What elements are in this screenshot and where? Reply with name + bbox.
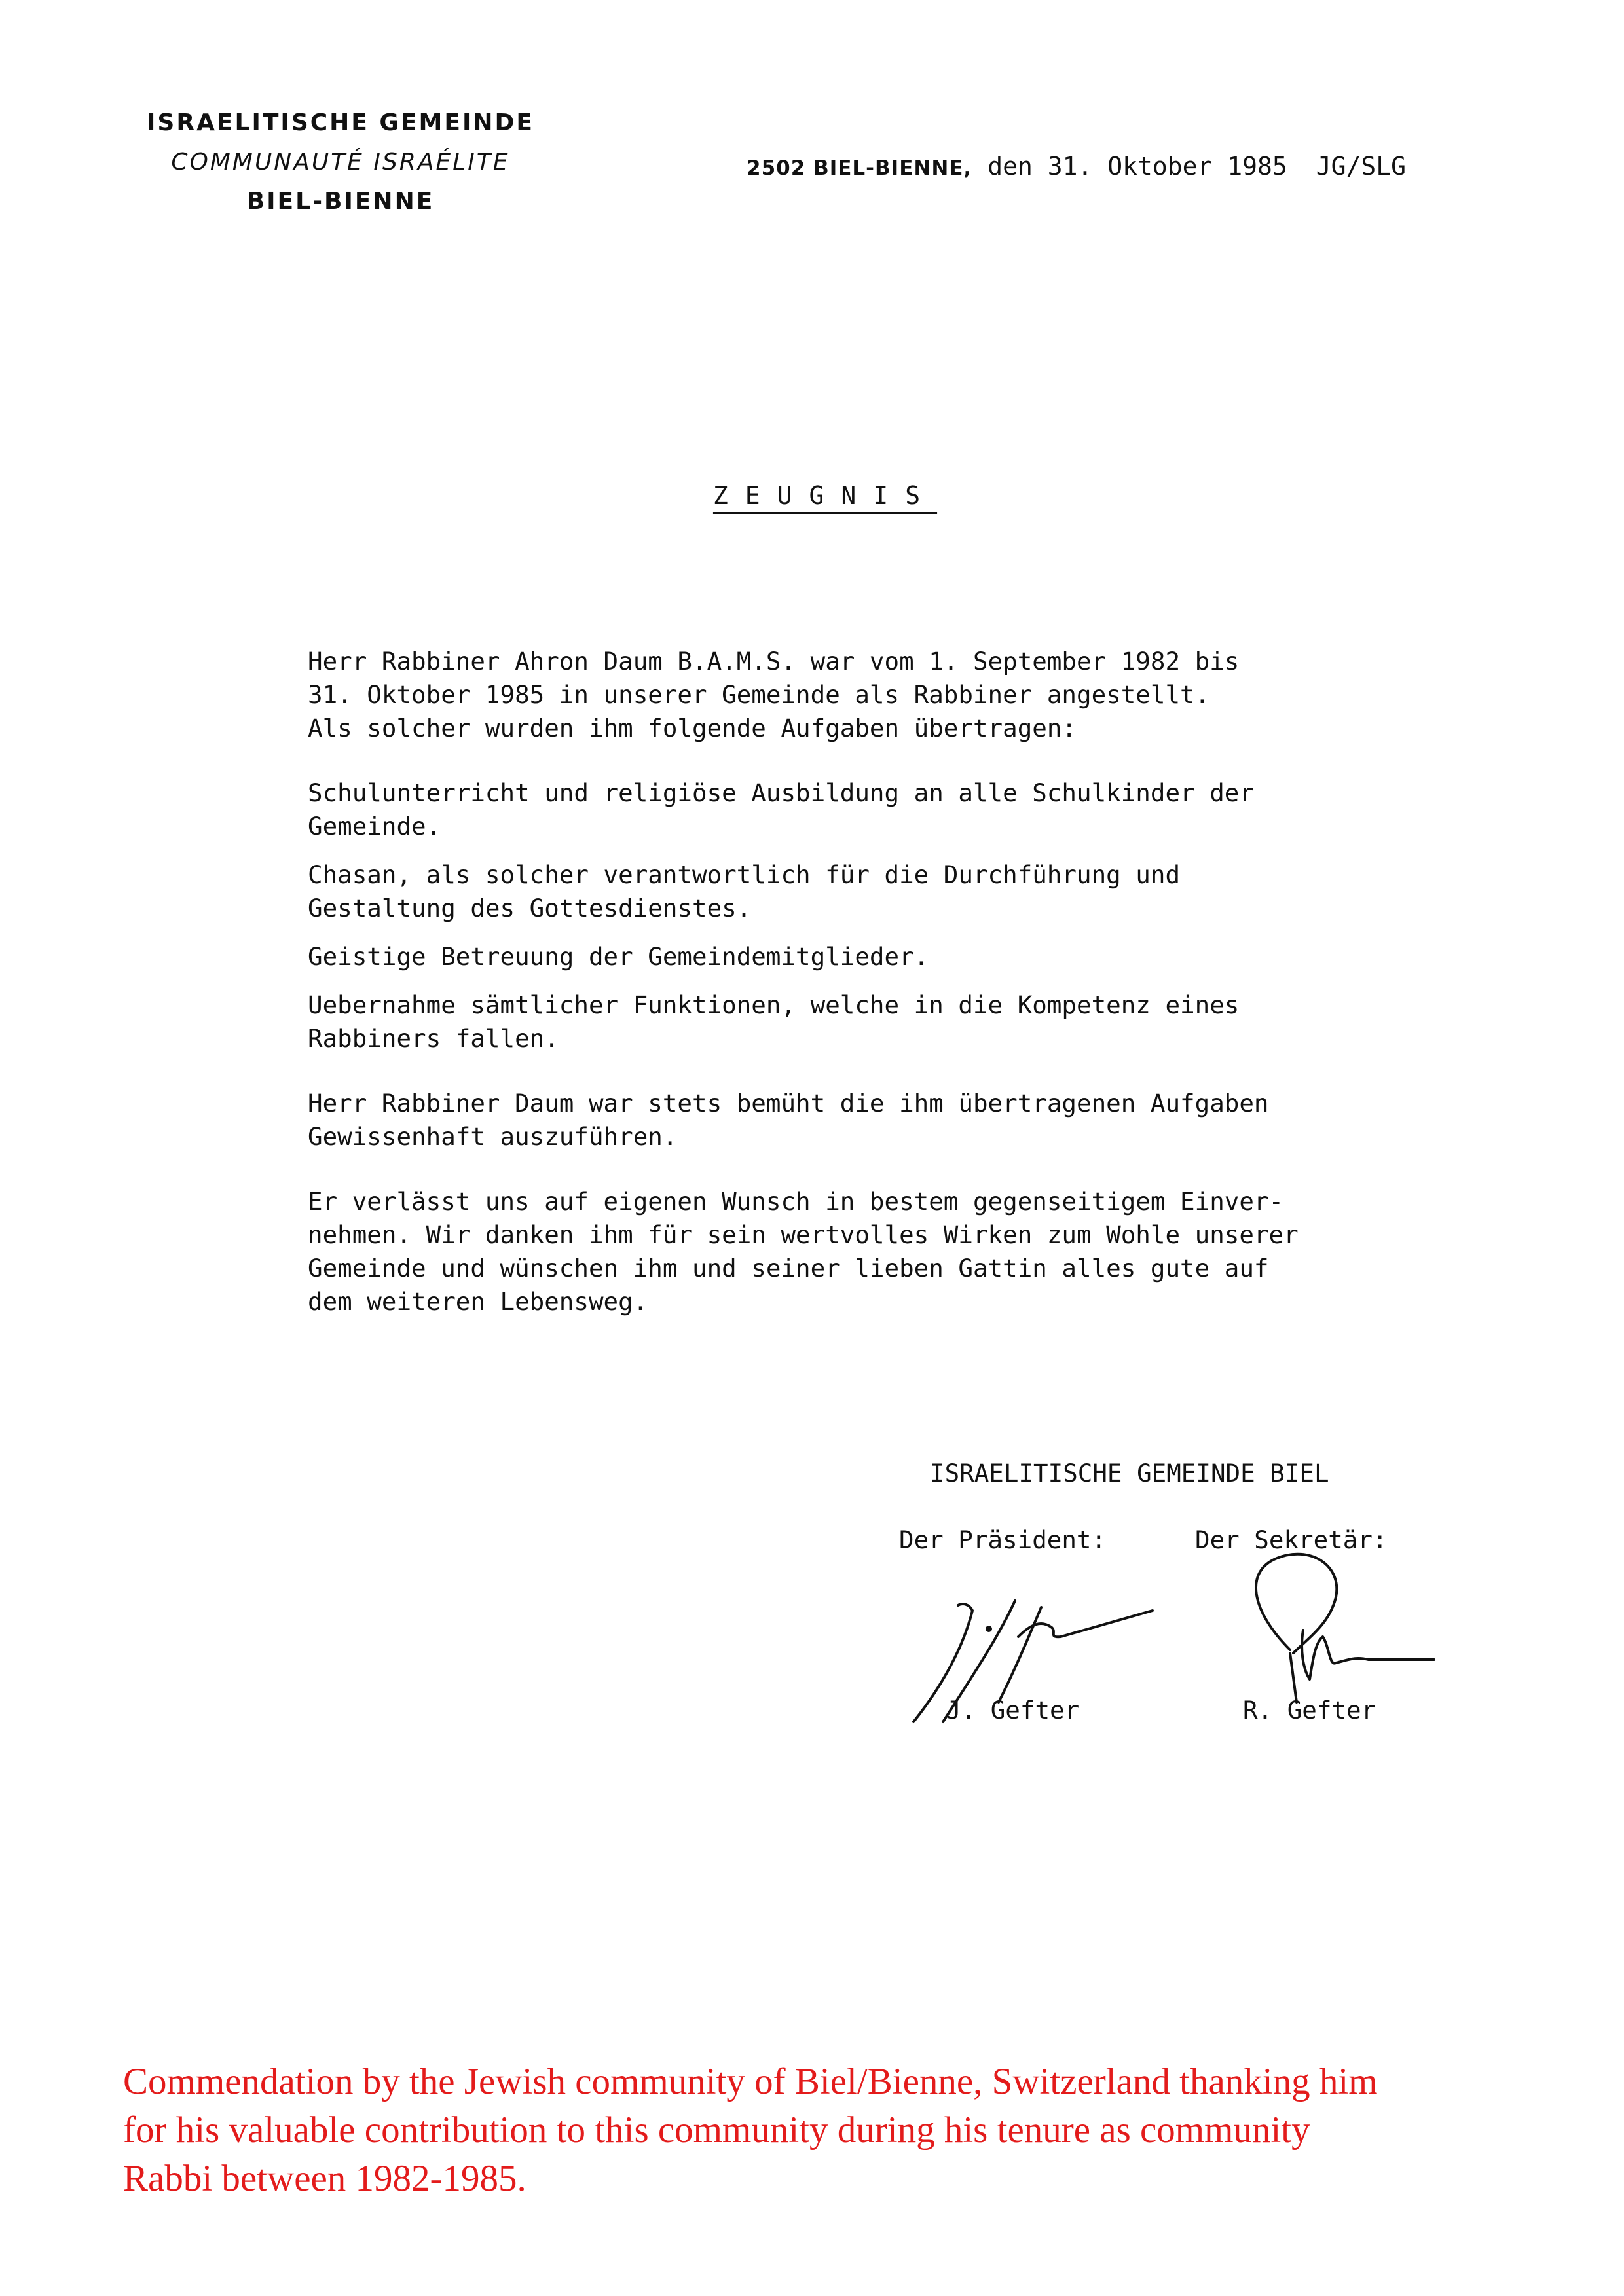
duty-line: Uebernahme sämtlicher Funktionen, welche in die Kompetenz eines: [308, 991, 1240, 1019]
duty-line: Geistige Betreuung der Gemeindemitglieder.: [308, 942, 929, 971]
duty-line: Gestaltung des Gottesdienstes.: [308, 894, 752, 922]
document-body: [308, 645, 1434, 1319]
secretary-role-label: Der Sekretär:: [1195, 1525, 1388, 1554]
commendation-caption: [123, 2058, 1538, 2203]
secretary-name: R. Gefter: [1243, 1696, 1376, 1724]
duty-line: Gemeinde.: [308, 812, 441, 841]
document-title: ZEUGNIS: [712, 481, 938, 510]
closing-line: dem weiteren Lebensweg.: [308, 1287, 648, 1316]
caption-line: Rabbi between 1982-1985.: [123, 2158, 526, 2199]
president-name: J. Gefter: [946, 1696, 1080, 1724]
letterhead: [124, 103, 557, 221]
intro-line: Als solcher wurden ihm folgende Aufgaben übertragen:: [308, 714, 1077, 742]
intro-line: 31. Oktober 1985 in unserer Gemeinde als Rabbiner angestellt.: [308, 680, 1210, 709]
letterhead-org-german: ISRAELITISCHE GEMEINDE: [147, 109, 534, 136]
assessment-line: Herr Rabbiner Daum war stets bemüht die ihm übertragenen Aufgaben: [308, 1089, 1269, 1118]
closing-line: Er verlässt uns auf eigenen Wunsch in bestem gegenseitigem Einver-: [308, 1187, 1284, 1216]
dateline-reference: JG/SLG: [1316, 152, 1407, 181]
letterhead-org-french: COMMUNAUTÉ ISRAÉLITE: [171, 149, 510, 175]
caption-line: Commendation by the Jewish community of Biel/Bienne, Switzerland thanking him: [123, 2061, 1378, 2102]
dateline-date: den 31. Oktober 1985: [987, 152, 1287, 181]
signature-organization: ISRAELITISCHE GEMEINDE BIEL: [930, 1459, 1329, 1487]
dateline: [747, 152, 1406, 181]
closing-line: nehmen. Wir danken ihm für sein wertvolles Wirken zum Wohle unserer: [308, 1220, 1299, 1249]
letterhead-city: BIEL-BIENNE: [246, 188, 435, 215]
duty-line: Rabbiners fallen.: [308, 1024, 559, 1053]
president-role-label: Der Präsident:: [899, 1525, 1107, 1554]
duty-line: Chasan, als solcher verantwortlich für die Durchführung und: [308, 860, 1181, 889]
caption-line: for his valuable contribution to this community during his tenure as community: [123, 2109, 1310, 2151]
closing-line: Gemeinde und wünschen ihm und seiner lieben Gattin alles gute auf: [308, 1254, 1269, 1283]
dateline-place: 2502 BIEL-BIENNE,: [747, 156, 972, 180]
secretary-signature: [1238, 1532, 1447, 1709]
intro-line: Herr Rabbiner Ahron Daum B.A.M.S. war vom 1. September 1982 bis: [308, 647, 1240, 676]
assessment-line: Gewissenhaft auszuführen.: [308, 1122, 678, 1151]
duty-line: Schulunterricht und religiöse Ausbildung an alle Schulkinder der: [308, 778, 1254, 807]
